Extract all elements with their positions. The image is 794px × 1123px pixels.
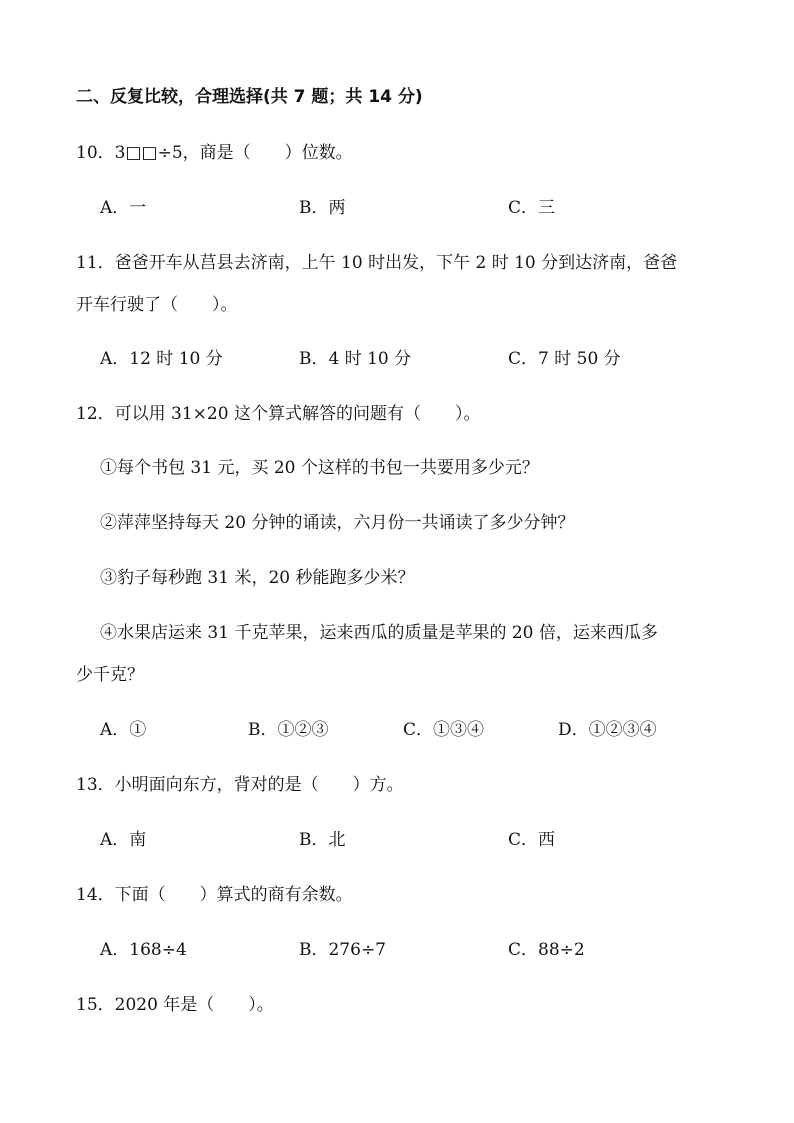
question-11-option-a: A．12 时 10 分 [100,349,223,369]
question-15-stem: 15．2020 年是（ ）。 [76,995,274,1015]
question-10-option-b: B．两 [299,198,346,218]
question-14-option-b: B．276÷7 [299,940,387,960]
question-12-stem: 12．可以用 31×20 这个算式解答的问题有（ ）。 [76,404,481,424]
question-12-item-2: ②萍萍坚持每天 20 分钟的诵读，六月份一共诵读了多少分钟？ [100,513,575,533]
question-12-item-3: ③豹子每秒跑 31 米，20 秒能跑多少米？ [100,568,415,588]
question-14-stem: 14．下面（ ）算式的商有余数。 [76,885,353,905]
question-13-option-b: B．北 [299,830,346,850]
question-14-option-c: C．88÷2 [508,940,585,960]
question-10-option-a: A．一 [100,198,147,218]
question-13-option-a: A．南 [100,830,147,850]
question-11-stem-line-2: 开车行驶了（ ）。 [76,295,238,315]
question-13-option-c: C．西 [508,830,556,850]
question-12-item-4-line-1: ④水果店运来 31 千克苹果，运来西瓜的质量是苹果的 20 倍，运来西瓜多 [100,623,658,643]
question-12-option-b: B．①②③ [248,720,329,740]
question-13-stem: 13．小明面向东方，背对的是（ ）方。 [76,775,404,795]
question-12-item-1: ①每个书包 31 元，买 20 个这样的书包一共要用多少元？ [100,458,539,478]
section-title: 二、反复比较，合理选择(共 7 题；共 14 分) [76,87,423,107]
question-12-option-d: D．①②③④ [558,720,657,740]
question-11-option-b: B．4 时 10 分 [299,349,412,369]
question-12-item-4-line-2: 少千克？ [76,665,144,685]
question-10-option-c: C．三 [508,198,556,218]
question-12-option-c: C．①③④ [403,720,485,740]
question-12-option-a: A．① [100,720,147,740]
question-11-option-c: C．7 时 50 分 [508,349,621,369]
question-14-option-a: A．168÷4 [100,940,187,960]
question-10-stem: 10．3□□÷5，商是（ ）位数。 [76,143,353,163]
question-11-stem-line-1: 11．爸爸开车从莒县去济南，上午 10 时出发，下午 2 时 10 分到达济南，爸爸 [76,253,678,273]
